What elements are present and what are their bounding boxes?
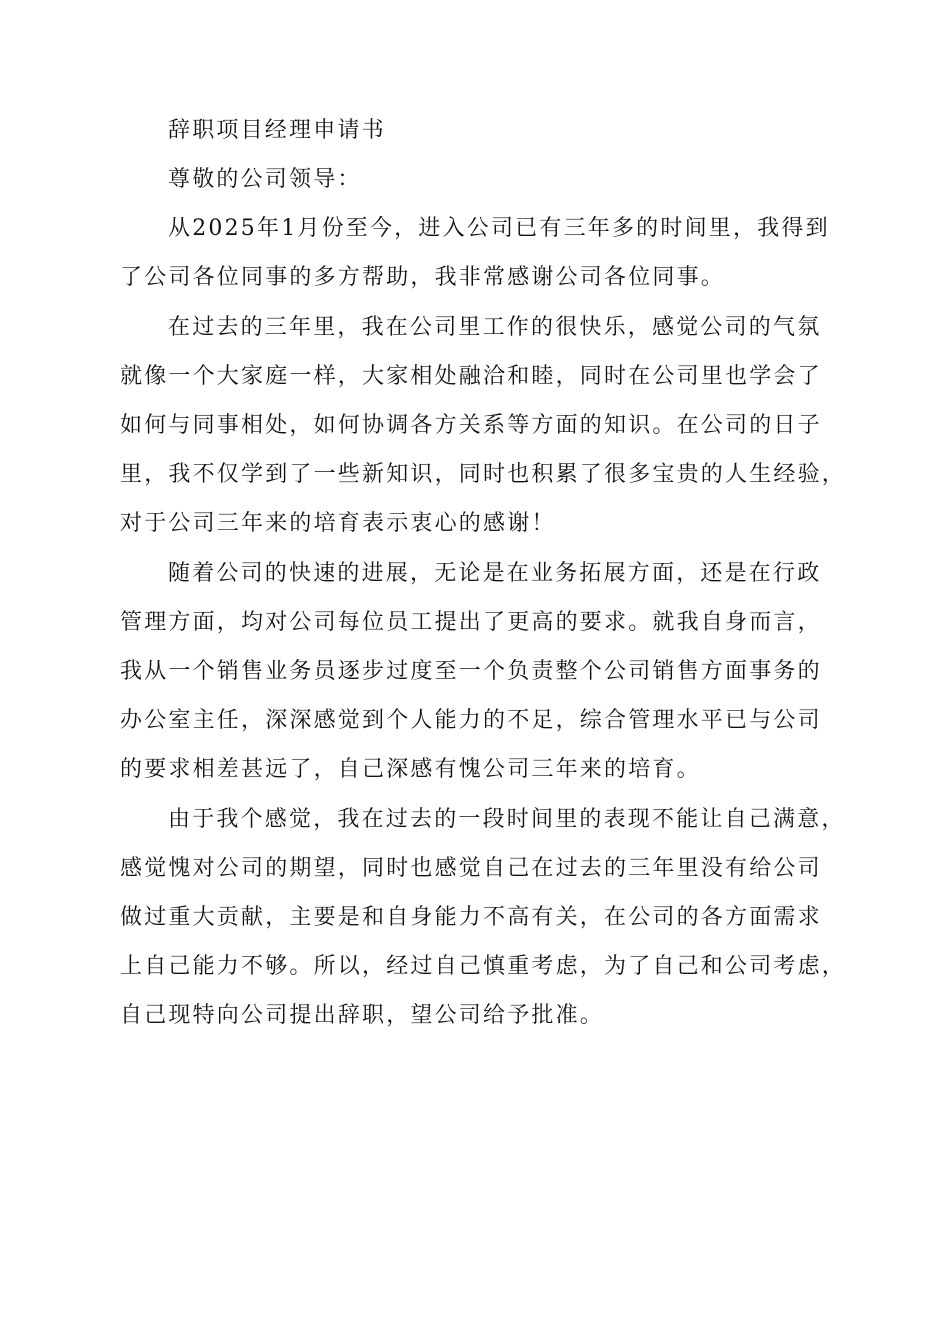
paragraph-line: 就像一个大家庭一样，大家相处融洽和睦，同时在公司里也学会了 — [120, 364, 822, 389]
paragraph-line: 做过重大贡献，主要是和自身能力不高有关，在公司的各方面需求 — [120, 905, 822, 930]
paragraph-line: 自己现特向公司提出辞职，望公司给予批准。 — [120, 1003, 605, 1028]
paragraph-line: 办公室主任，深深感觉到个人能力的不足，综合管理水平已与公司 — [120, 708, 822, 733]
document-body — [120, 106, 854, 1041]
paragraph-1 — [120, 204, 854, 302]
paragraph-line: 的要求相差甚远了，自己深感有愧公司三年来的培育。 — [120, 757, 701, 782]
paragraph-line: 了公司各位同事的多方帮助，我非常感谢公司各位同事。 — [120, 265, 726, 290]
salutation: 尊敬的公司领导： — [168, 167, 362, 192]
paragraph-line: 在过去的三年里，我在公司里工作的很快乐，感觉公司的气氛 — [168, 315, 822, 340]
paragraph-4 — [120, 795, 854, 1040]
paragraph-line: 里，我不仅学到了一些新知识，同时也积累了很多宝贵的人生经验， — [120, 462, 847, 487]
paragraph-2 — [120, 303, 854, 548]
paragraph-line: 由于我个感觉，我在过去的一段时间里的表现不能让自己满意， — [168, 807, 846, 832]
paragraph-3 — [120, 549, 854, 794]
paragraph-line: 如何与同事相处，如何协调各方关系等方面的知识。在公司的日子 — [120, 413, 822, 438]
paragraph-line: 管理方面，均对公司每位员工提出了更高的要求。就我自身而言， — [120, 610, 822, 635]
paragraph-line: 我从一个销售业务员逐步过度至一个负责整个公司销售方面事务的 — [120, 659, 822, 684]
document-title: 辞职项目经理申请书 — [168, 118, 386, 143]
paragraph-line: 对于公司三年来的培育表示衷心的感谢！ — [120, 511, 556, 536]
paragraph-line: 随着公司的快速的进展，无论是在业务拓展方面，还是在行政 — [168, 561, 822, 586]
paragraph-line: 从2025年1月份至今，进入公司已有三年多的时间里，我得到 — [168, 216, 830, 241]
paragraph-line: 感觉愧对公司的期望，同时也感觉自己在过去的三年里没有给公司 — [120, 856, 822, 881]
paragraph-line: 上自己能力不够。所以，经过自己慎重考虑，为了自己和公司考虑， — [120, 954, 847, 979]
